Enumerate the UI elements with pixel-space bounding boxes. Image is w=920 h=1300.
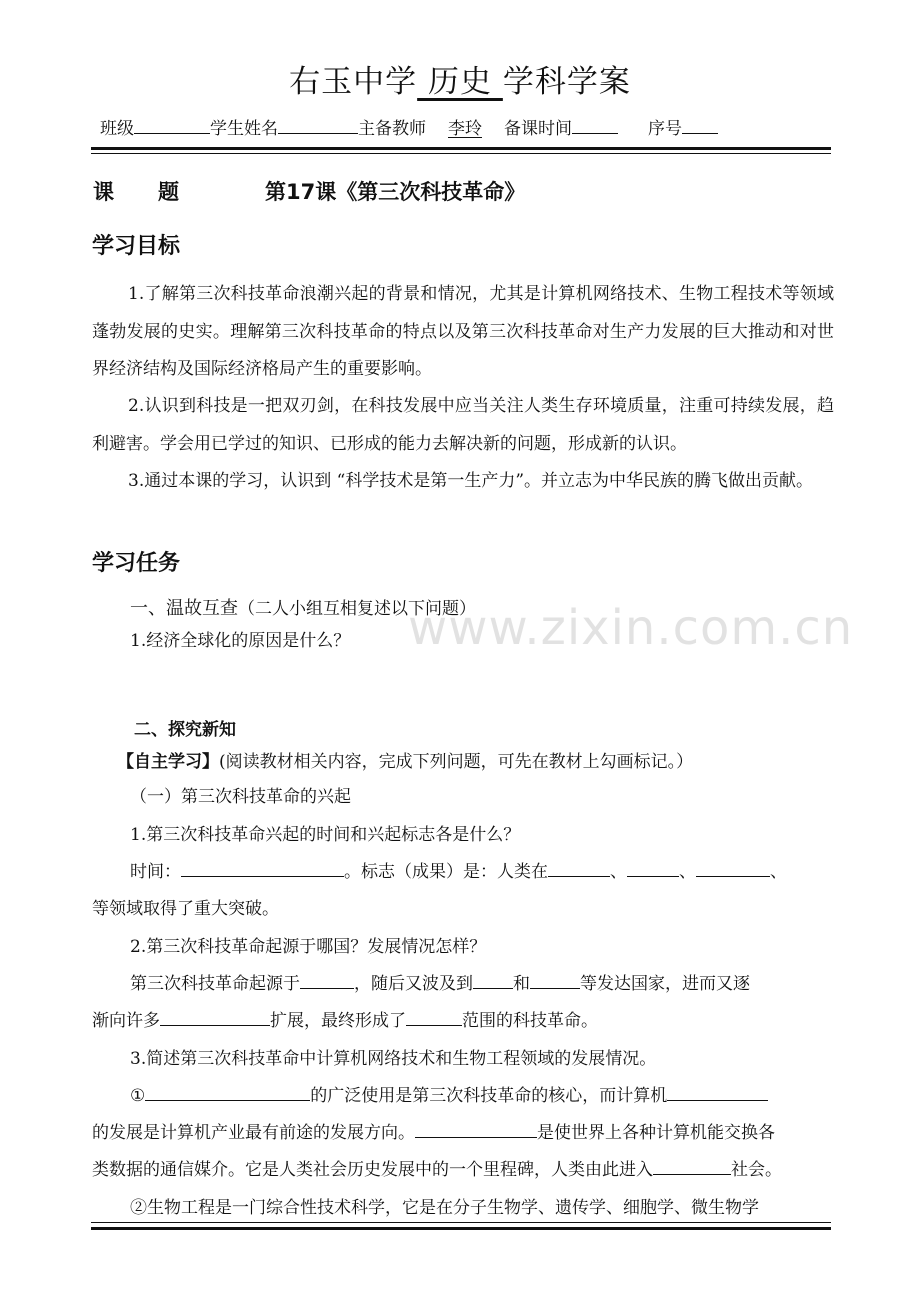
self-study-label: 【自主学习】	[117, 752, 219, 772]
objective-1: 1.了解第三次科技革命浪潮兴起的背景和情况，尤其是计算机网络技术、生物工程技术等领域蓬勃发展的史实。理解第三次科技革命的特点以及第三次科技革命对生产力发展的巨大推动和对世界经济结构及国际经济格局产生的重要影响。	[92, 284, 834, 379]
core-tech-blank[interactable]	[145, 1083, 310, 1101]
expansion-blank[interactable]	[160, 1008, 270, 1026]
prep-time-blank[interactable]	[572, 117, 618, 134]
topic-value: 第17课《第三次科技革命》	[265, 180, 526, 204]
topic-line	[93, 176, 525, 206]
review-note: （二人小组互相复述以下问题）	[238, 599, 476, 619]
network-blank[interactable]	[415, 1120, 537, 1138]
objective-2: 2.认识到科技是一把双刃剑，在科技发展中应当关注人类生存环境质量，注重可持续发展，趋利避害。学会用已学过的知识、已形成的能力去解决新的问题，形成新的认识。	[92, 396, 834, 454]
question-3: 3.简述第三次科技革命中计算机网络技术和生物工程领域的发展情况。	[130, 1049, 657, 1069]
subsection-1-title: （一）第三次科技革命的兴起	[130, 787, 351, 807]
seq-label: 序号	[648, 119, 682, 139]
time-blank[interactable]	[181, 859, 344, 877]
tasks-heading: 学习任务	[92, 551, 181, 576]
student-name-blank[interactable]	[278, 117, 358, 134]
question-1-answer-line: 时间： 。标志（成果）是：人类在 、 、 、	[130, 857, 787, 882]
question-2-answer-line-2: 渐向许多 扩展，最终形成了 范围的科技革命。	[92, 1006, 598, 1031]
question-3-answer-line-2: 的发展是计算机产业最有前途的发展方向。 是使世界上各种计算机能交换各	[92, 1118, 775, 1143]
title-suffix: 学科学案	[502, 64, 631, 100]
spread-country-blank-1[interactable]	[473, 971, 513, 989]
review-title: 一、温故互查	[130, 598, 238, 619]
objective-3: 3.通过本课的学习，认识到 “科学技术是第一生产力”。并立志为中华民族的腾飞做出贡献。	[128, 471, 814, 491]
self-study-line	[117, 747, 693, 772]
question-2-answer-line: 第三次科技革命起源于 ，随后又波及到 和 等发达国家，进而又逐	[130, 969, 750, 994]
info-line	[100, 114, 718, 139]
question-2: 2.第三次科技革命起源于哪国？发展情况怎样？	[130, 937, 487, 957]
computer-blank[interactable]	[667, 1083, 768, 1101]
explore-title: 二、探究新知	[134, 720, 236, 740]
topic-label: 课题	[93, 180, 223, 204]
origin-country-blank[interactable]	[300, 971, 354, 989]
teacher-label: 主备教师	[358, 119, 426, 139]
class-label: 班级	[100, 119, 134, 139]
question-3-biotech-line: ②生物工程是一门综合性技术科学，它是在分子生物学、遗传学、细胞学、微生物学	[130, 1198, 759, 1218]
teacher-name: 李玲	[448, 119, 482, 139]
society-blank[interactable]	[653, 1157, 731, 1175]
objectives-heading: 学习目标	[92, 234, 181, 259]
footer-rule-thick	[91, 1227, 831, 1230]
footer-rule-thin	[91, 1222, 831, 1223]
header-rule-thin	[91, 153, 831, 154]
seq-blank[interactable]	[682, 117, 718, 134]
class-blank[interactable]	[134, 117, 210, 134]
question-1: 1.第三次科技革命兴起的时间和兴起标志各是什么？	[130, 825, 521, 845]
question-3-answer-line: ① 的广泛使用是第三次科技革命的核心，而计算机	[130, 1081, 768, 1106]
header-rule-thick	[91, 147, 831, 150]
scope-blank[interactable]	[406, 1008, 462, 1026]
watermark: www.zixin.com.cn	[408, 600, 854, 656]
prep-time-label: 备课时间	[504, 119, 572, 139]
page-title	[0, 56, 920, 101]
title-subject: 历史	[428, 64, 492, 100]
field-blank-3[interactable]	[696, 859, 770, 877]
field-blank-1[interactable]	[548, 859, 610, 877]
review-question-1: 1.经济全球化的原因是什么？	[130, 631, 351, 651]
self-study-note: (阅读教材相关内容，完成下列问题，可先在教材上勾画标记。）	[219, 752, 694, 772]
student-name-label: 学生姓名	[210, 119, 278, 139]
title-school: 右玉中学	[289, 64, 418, 100]
spread-country-blank-2[interactable]	[530, 971, 580, 989]
question-1-answer-end: 等领域取得了重大突破。	[92, 899, 279, 919]
question-3-answer-line-3: 类数据的通信媒介。它是人类社会历史发展中的一个里程碑，人类由此进入 社会。	[92, 1155, 782, 1180]
field-blank-2[interactable]	[627, 859, 679, 877]
